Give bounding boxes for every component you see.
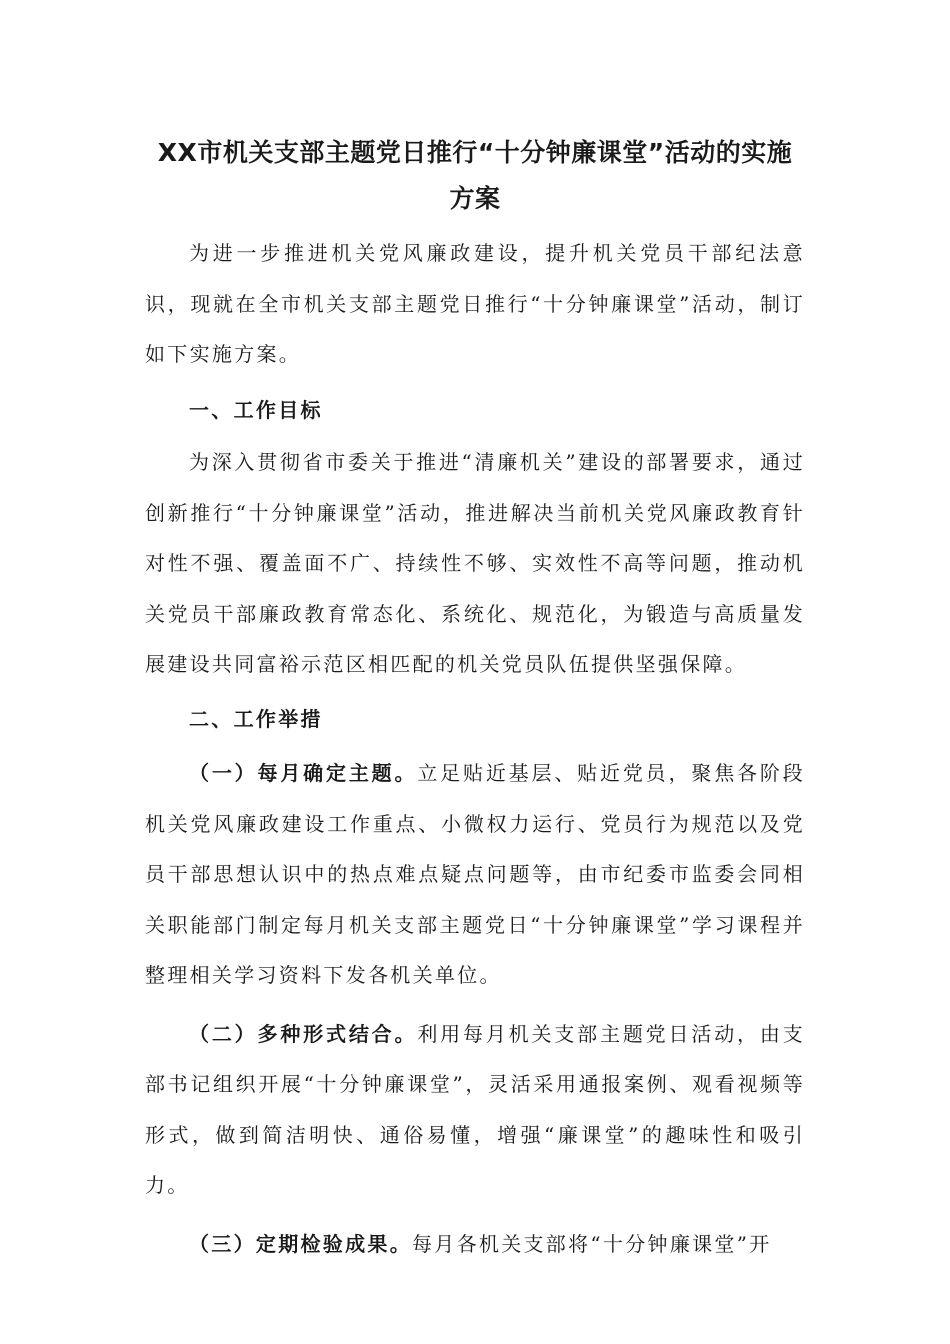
measure-text-1: 立足贴近基层、贴近党员，聚焦各阶段机关党风廉政建设工作重点、小微权力运行、党员行为规范以及党员干部思想认识中的热点难点疑点问题等，由市纪委市监委会同相关职能部门制定每月机关支部主题党日“十分钟廉课堂”学习课程并整理相关学习资料下发各机关单位。 bbox=[145, 761, 805, 987]
title-line-2: 方案 bbox=[449, 184, 501, 213]
document-title bbox=[145, 130, 805, 222]
measure-lead-1: （一）每月确定主题。 bbox=[189, 761, 418, 785]
section-heading-measures: 二、工作举措 bbox=[189, 706, 323, 731]
section-heading-goals: 一、工作目标 bbox=[189, 397, 323, 422]
measure-lead-3: （三）定期检验成果。 bbox=[189, 1231, 412, 1256]
goals-paragraph: 为深入贯彻省市委关于推进“清廉机关”建设的部署要求，通过创新推行“十分钟廉课堂”活动，推进解决当前机关党风廉政教育针对性不强、覆盖面不广、持续性不够、实效性不高等问题，推动机关党员干部廉政教育常态化、系统化、规范化，为锻造与高质量发展建设共同富裕示范区相匹配的机关党员队伍提供坚强保障。 bbox=[145, 450, 805, 676]
document-body bbox=[145, 130, 805, 1269]
intro-paragraph: 为进一步推进机关党风廉政建设，提升机关党员干部纪法意识，现就在全市机关支部主题党日推行“十分钟廉课堂”活动，制订如下实施方案。 bbox=[145, 241, 805, 366]
title-line-1: XX市机关支部主题党日推行“十分钟廉课堂”活动的实施 bbox=[157, 138, 793, 167]
measure-text-3: 每月各机关支部将“十分钟廉课堂”开 bbox=[412, 1231, 772, 1256]
measure-lead-2: （二）多种形式结合。 bbox=[189, 1021, 418, 1046]
measure-paragraph-3 bbox=[145, 1219, 805, 1270]
measure-paragraph-1 bbox=[145, 748, 805, 1001]
measure-paragraph-2 bbox=[145, 1009, 805, 1211]
measure-text-2: 利用每月机关支部主题党日活动，由支部书记组织开展“十分钟廉课堂”，灵活采用通报案例、观看视频等形式，做到简洁明快、通俗易懂，增强“廉课堂”的趣味性和吸引力。 bbox=[145, 1021, 805, 1197]
